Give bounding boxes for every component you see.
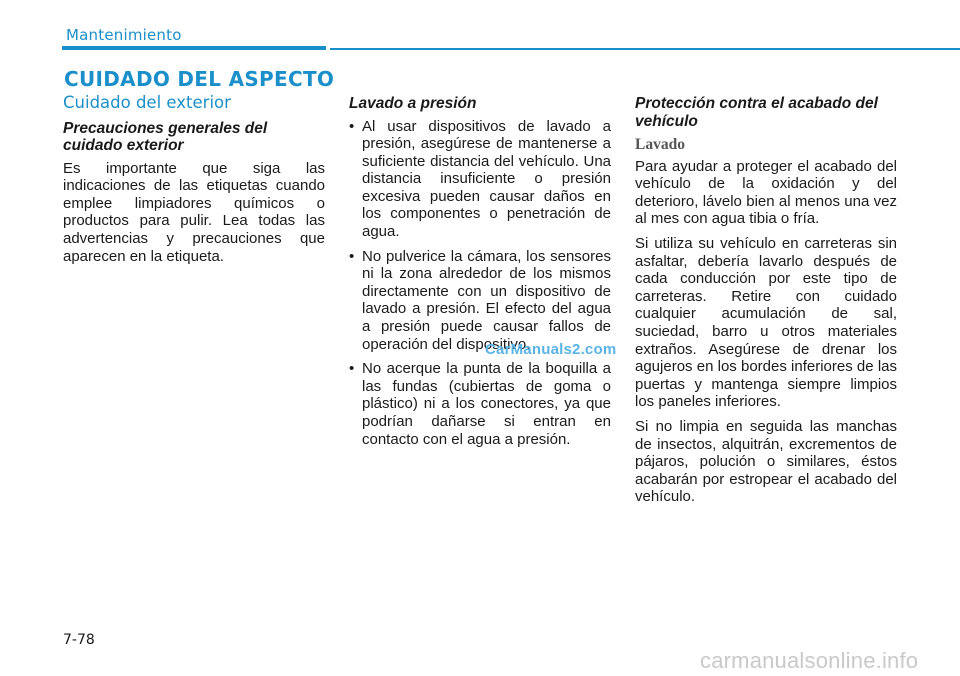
paragraph: Para ayudar a proteger el acabado del vehículo de la oxidación y del deterioro, lávelo bien al menos una vez al mes con agua tibia o fría.	[635, 157, 897, 228]
paragraph: Si utiliza su vehículo en carreteras sin asfaltar, debería lavarlo después de cada conducción por este tipo de carreteras. Retire con cuidado cualquier acumulación de sal, suciedad, barro u otros materiales extraños. Asegúrese de drenar los agujeros en los bordes inferiores de las puertas y mantenga siempre limpios los paneles inferiores.	[635, 234, 897, 411]
paragraph-labels: Es importante que siga las indicaciones de las etiquetas cuando emplee limpiadores químicos o productos para pulir. Lea todas las advertencias y precauciones que aparecen en la etiqueta.	[63, 159, 325, 265]
bullet-icon: •	[349, 247, 355, 265]
heading-pressure-wash: Lavado a presión	[349, 95, 477, 112]
bullet-list	[349, 118, 611, 449]
footer-watermark[interactable]: carmanualsonline.info	[700, 648, 919, 673]
paragraph: Si no limpia en seguida las manchas de insectos, alquitrán, excrementos de pájaros, polución o similares, éstos acabarán por estropear el acabado del vehículo.	[635, 417, 897, 506]
header-rule-thick	[62, 46, 326, 50]
list-item	[349, 248, 611, 354]
heading-finish-protection: Protección contra el acabado del vehículo	[635, 95, 878, 130]
subsection-title: Cuidado del exterior	[63, 93, 231, 112]
page-number: 7-78	[63, 632, 95, 648]
watermark-link[interactable]: CarManuals2.com	[485, 341, 617, 358]
heading-general-precautions: Precauciones generales del cuidado exterior	[63, 119, 268, 155]
bullet-icon: •	[349, 360, 355, 378]
column-1	[63, 92, 325, 272]
subheading-wash: Lavado	[635, 136, 685, 153]
column-2	[349, 92, 611, 455]
header-rule-thin	[330, 48, 960, 50]
page-title: CUIDADO DEL ASPECTO	[64, 67, 335, 91]
section-label: Mantenimiento	[66, 26, 182, 44]
list-item	[349, 360, 611, 448]
bullet-icon: •	[349, 117, 355, 135]
list-item-text: Al usar dispositivos de lavado a presión, asegúrese de mantenerse a suficiente distancia del vehículo. Una distancia insuficiente o presión excesiva pueden causar daños en los componentes o penetración de agua.	[362, 117, 611, 241]
list-item-text: No pulverice la cámara, los sensores ni la zona alrededor de los mismos directamente con un dispositivo de lavado a presión. El efecto del agua a presión puede causar fallos de operación del dispositivo.	[362, 247, 611, 353]
column-3	[635, 92, 897, 513]
list-item	[349, 118, 611, 241]
list-item-text: No acerque la punta de la boquilla a las fundas (cubiertas de goma o plástico) ni a los conectores, ya que podrían dañarse si entran en contacto con el agua a presión.	[362, 360, 611, 448]
